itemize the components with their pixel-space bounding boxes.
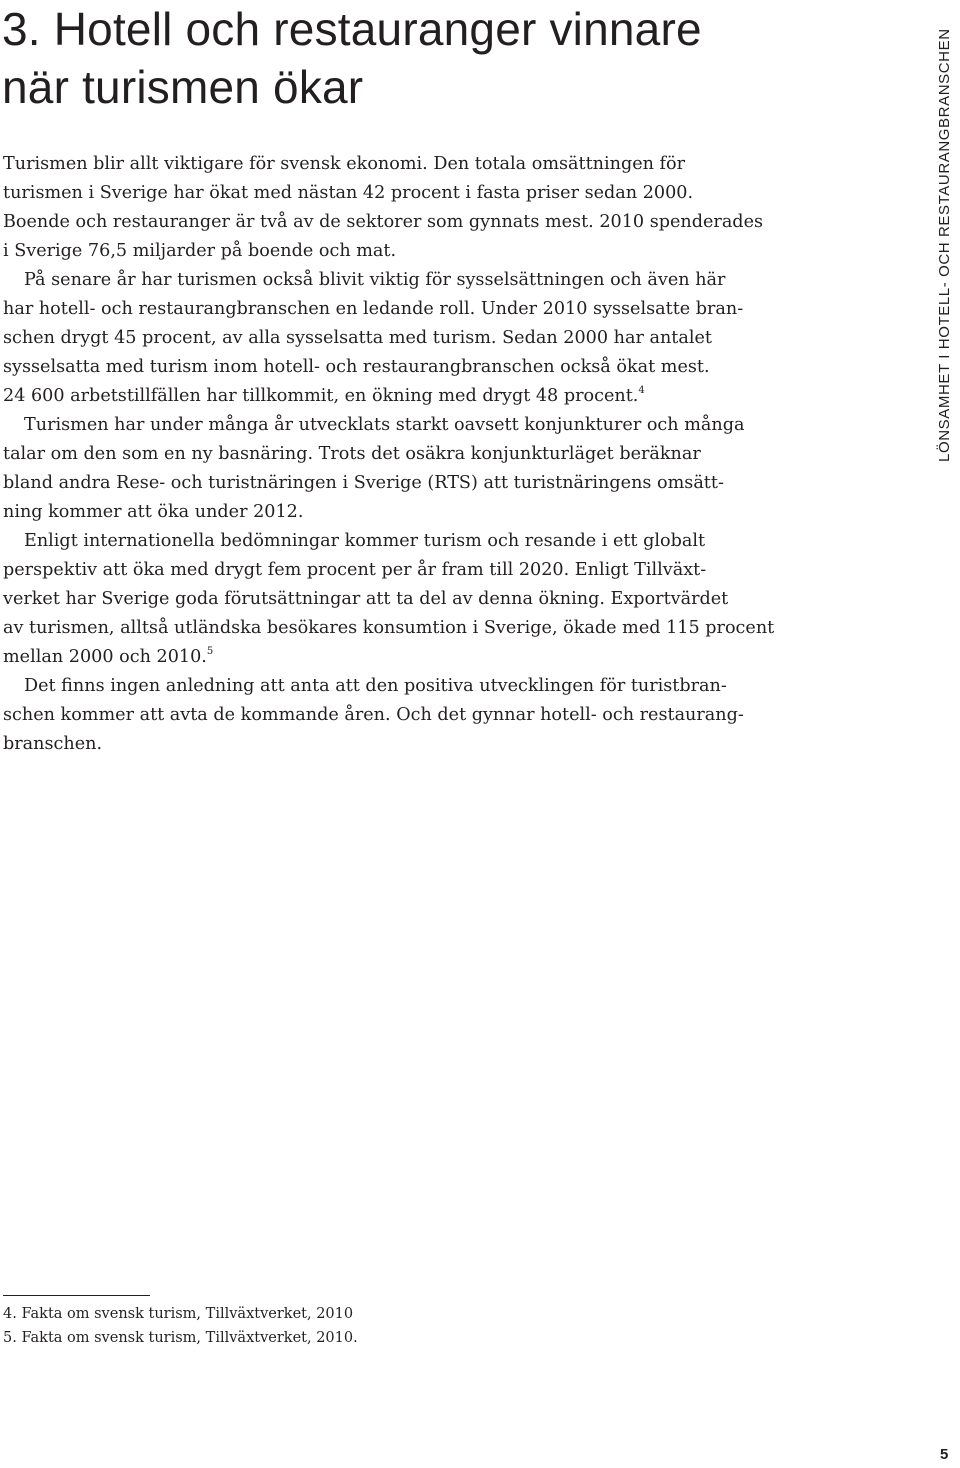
text-line: Det finns ingen anledning att anta att den positiva utvecklingen för turistbran- [24, 676, 727, 696]
text-line: schen drygt 45 procent, av alla sysselsatta med turism. Sedan 2000 har antalet [3, 328, 712, 348]
text-line: Turismen har under många år utvecklats starkt oavsett konjunkturer och många [24, 415, 745, 435]
text-line: talar om den som en ny basnäring. Trots det osäkra konjunkturläget beräknar [3, 444, 701, 464]
text-line-with-footnote [3, 382, 803, 411]
running-section-label-text: LÖNSAMHET I HOTELL- OCH RESTAURANGBRANSCHEN [936, 28, 953, 462]
footnote-4: 4. Fakta om svensk turism, Tillväxtverket, 2010 [3, 1306, 354, 1322]
text-line-with-footnote [3, 643, 803, 672]
text-line: branschen. [3, 734, 103, 754]
chapter-heading-line-1: 3. Hotell och restauranger vinnare [2, 3, 702, 55]
text-line: av turismen, alltså utländska besökares konsumtion i Sverige, ökade med 115 procent [3, 618, 775, 638]
text-line: Turismen blir allt viktigare för svensk ekonomi. Den totala omsättningen för [3, 154, 686, 174]
text-line: ning kommer att öka under 2012. [3, 502, 304, 522]
paragraph-3 [3, 411, 803, 527]
paragraph-2 [3, 266, 803, 411]
text-line: Boende och restauranger är två av de sektorer som gynnats mest. 2010 spenderades [3, 212, 764, 232]
paragraph-5 [3, 672, 803, 759]
text-line: schen kommer att avta de kommande åren. Och det gynnar hotell- och restaurang- [3, 705, 744, 725]
text-line: verket har Sverige goda förutsättningar att ta del av denna ökning. Exportvärdet [3, 589, 729, 609]
text-segment: mellan 2000 och 2010. [3, 647, 207, 667]
text-line: På senare år har turismen också blivit viktig för sysselsättningen och även här [24, 270, 726, 290]
text-line: i Sverige 76,5 miljarder på boende och mat. [3, 241, 397, 261]
paragraph-4 [3, 527, 803, 672]
text-segment: 24 600 arbetstillfällen har tillkommit, en ökning med drygt 48 procent. [3, 386, 639, 406]
footnotes [3, 1302, 358, 1350]
footnote-reference-5[interactable]: 5 [206, 646, 214, 657]
chapter-heading [2, 0, 702, 116]
footnote-divider [3, 1295, 150, 1296]
text-line: sysselsatta med turism inom hotell- och restaurangbranschen också ökat mest. [3, 357, 710, 377]
footnote-5: 5. Fakta om svensk turism, Tillväxtverket, 2010. [3, 1330, 358, 1346]
page-number: 5 [940, 1446, 949, 1463]
text-line: bland andra Rese- och turistnäringen i Sverige (RTS) att turistnäringens omsätt- [3, 473, 724, 493]
text-line: perspektiv att öka med drygt fem procent per år fram till 2020. Enligt Tillväxt- [3, 560, 707, 580]
body-text [3, 150, 803, 759]
chapter-heading-line-2: när turismen ökar [2, 61, 364, 113]
text-line: har hotell- och restaurangbranschen en ledande roll. Under 2010 sysselsatte bran- [3, 299, 744, 319]
footnote-reference-4[interactable]: 4 [638, 385, 645, 396]
paragraph-1 [3, 150, 803, 266]
text-line: turismen i Sverige har ökat med nästan 42 procent i fasta priser sedan 2000. [3, 183, 694, 203]
text-line: Enligt internationella bedömningar kommer turism och resande i ett globalt [24, 531, 706, 551]
